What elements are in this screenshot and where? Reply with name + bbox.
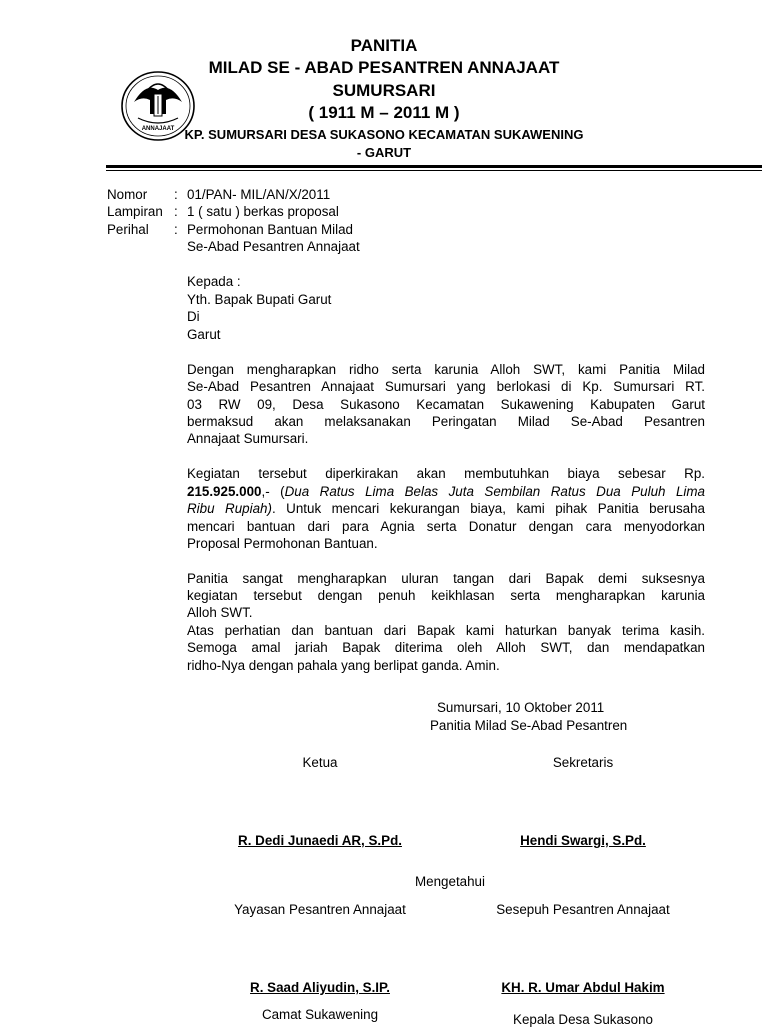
body-paragraph-3-line-4: Atas perhatian dan bantuan dari Bapak kami haturkan banyak terima kasih. [187, 623, 705, 638]
body-paragraph-2-line-3-text: . Untuk mencari kekurangan biaya, kami pihak Panitia berusaha [271, 501, 705, 516]
perihal-value-line1: Permohonan Bantuan Milad [187, 222, 354, 237]
nomor-value: 01/PAN- MIL/AN/X/2011 [187, 187, 331, 202]
recipient-kepada: Kepada : [187, 274, 241, 289]
camat-title: Camat Sukawening [261, 1007, 379, 1022]
nomor-colon: : [174, 187, 178, 202]
nomor-label: Nomor [107, 187, 148, 202]
body-paragraph-1-line-3: 03 RW 09, Desa Sukasono Kecamatan Sukawening Kabupaten Garut [187, 397, 705, 412]
cost-in-words-part2: Ribu Rupiah) [187, 501, 272, 516]
lampiran-colon: : [174, 204, 178, 219]
ketua-label: Ketua [302, 755, 338, 770]
logo-text: ANNAJAAT [141, 126, 175, 132]
lampiran-value: 1 ( satu ) berkas proposal [187, 204, 339, 219]
header-title-panitia: PANITIA [350, 36, 418, 55]
body-paragraph-3-line-2: kegiatan tersebut dengan penuh keikhlasan serta mengharapkan karunia [187, 588, 705, 603]
perihal-colon: : [174, 222, 178, 237]
header-title-milad: MILAD SE - ABAD PESANTREN ANNAJAAT [208, 58, 560, 77]
sekretaris-name: Hendi Swargi, S.Pd. [520, 833, 646, 848]
header-divider-thick [106, 165, 762, 168]
body-paragraph-1-line-1: Dengan mengharapkan ridho serta karunia Alloh SWT, kami Panitia Milad [187, 362, 705, 377]
body-paragraph-3-line-5: Semoga amal jariah Bapak diterima oleh Alloh SWT, dan mendapatkan [187, 640, 705, 655]
header-divider-thin [106, 170, 762, 171]
sekretaris-label: Sekretaris [552, 755, 614, 770]
cost-separator: ,- ( [261, 484, 285, 499]
perihal-value-line2: Se-Abad Pesantren Annajaat [187, 239, 360, 254]
body-paragraph-2-line-2 [187, 483, 705, 500]
perihal-label: Perihal [107, 222, 149, 237]
body-paragraph-2-line-1: Kegiatan tersebut diperkirakan akan membutuhkan biaya sebesar Rp. [187, 466, 705, 481]
recipient-di: Di [187, 309, 200, 324]
sesepuh-label: Sesepuh Pesantren Annajaat [496, 902, 670, 917]
body-paragraph-2-line-5: Proposal Permohonan Bantuan. [187, 536, 378, 551]
yayasan-label: Yayasan Pesantren Annajaat [234, 902, 406, 917]
header-address-line2: - GARUT [356, 145, 412, 160]
committee-name: Panitia Milad Se-Abad Pesantren [430, 718, 628, 733]
kades-name: KH. R. Umar Abdul Hakim [501, 980, 665, 995]
place-date: Sumursari, 10 Oktober 2011 [437, 700, 605, 715]
body-paragraph-3-line-1: Panitia sangat mengharapkan uluran tangan dari Bapak demi suksesnya [187, 571, 705, 586]
header-title-years: ( 1911 M – 2011 M ) [308, 103, 460, 122]
header-address-line1: KP. SUMURSARI DESA SUKASONO KECAMATAN SUKAWENING [184, 127, 584, 142]
camat-name: R. Saad Aliyudin, S.IP. [250, 980, 390, 995]
body-paragraph-3-line-6: ridho-Nya dengan pahala yang berlipat ganda. Amin. [187, 658, 500, 673]
recipient-name: Yth. Bapak Bupati Garut [187, 292, 332, 307]
ketua-name: R. Dedi Junaedi AR, S.Pd. [238, 833, 402, 848]
kades-title: Kepala Desa Sukasono [513, 1012, 653, 1027]
cost-in-words-part1: Dua Ratus Lima Belas Juta Sembilan Ratus Dua Puluh Lima [284, 484, 705, 499]
lampiran-label: Lampiran [107, 204, 163, 219]
body-paragraph-3-line-3: Alloh SWT. [187, 605, 253, 620]
body-paragraph-1-line-5: Annajaat Sumursari. [187, 431, 309, 446]
mengetahui-label: Mengetahui [415, 874, 485, 889]
header-title-sumursari: SUMURSARI [332, 81, 436, 100]
body-paragraph-1-line-4: bermaksud akan melaksanakan Peringatan Milad Se-Abad Pesantren [187, 414, 705, 429]
body-paragraph-1-line-2: Se-Abad Pesantren Annajaat Sumursari yang berlokasi di Kp. Sumursari RT. [187, 379, 705, 394]
recipient-city: Garut [187, 327, 221, 342]
body-paragraph-2-line-4: mencari bantuan dari para Agnia serta Donatur dengan cara menyodorkan [187, 519, 705, 534]
body-paragraph-2-line-3 [187, 500, 705, 517]
cost-amount: 215.925.000 [187, 484, 262, 499]
